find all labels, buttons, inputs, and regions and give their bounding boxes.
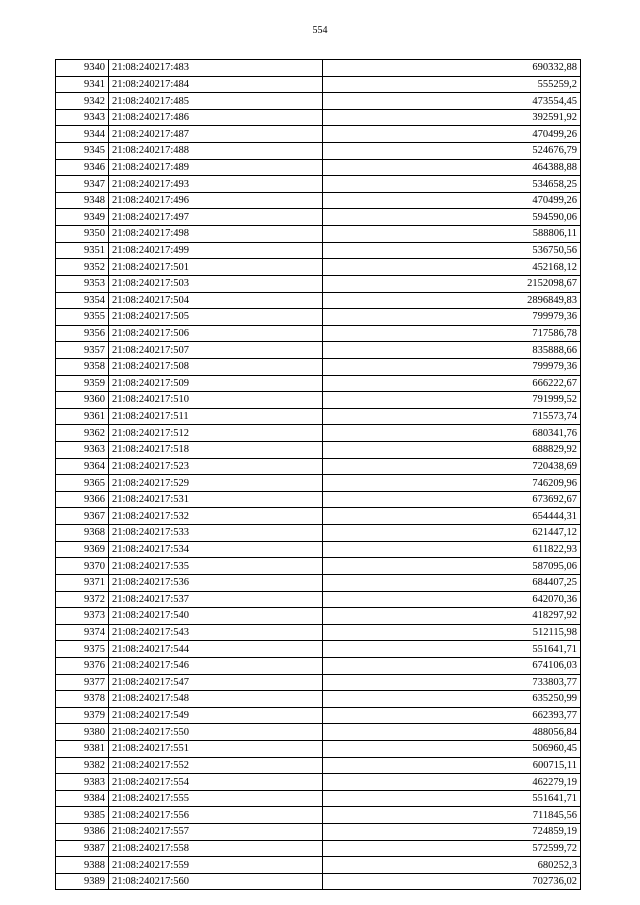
row-number-cell: 9344 xyxy=(56,126,109,143)
table-row xyxy=(56,176,581,193)
cadastral-number-cell: 21:08:240217:512 xyxy=(109,425,323,442)
row-number-cell: 9384 xyxy=(56,790,109,807)
row-number-cell: 9383 xyxy=(56,774,109,791)
cadastral-value-cell: 555259,2 xyxy=(323,76,581,93)
cadastral-number-cell: 21:08:240217:508 xyxy=(109,358,323,375)
row-number-cell: 9340 xyxy=(56,60,109,77)
cadastral-value-cell: 536750,56 xyxy=(323,242,581,259)
cadastral-number-cell: 21:08:240217:534 xyxy=(109,541,323,558)
row-number-cell: 9357 xyxy=(56,342,109,359)
cadastral-number-cell: 21:08:240217:505 xyxy=(109,309,323,326)
cadastral-number-cell: 21:08:240217:518 xyxy=(109,442,323,459)
cadastral-number-cell: 21:08:240217:486 xyxy=(109,109,323,126)
table-row xyxy=(56,491,581,508)
cadastral-value-cell: 733803,77 xyxy=(323,674,581,691)
row-number-cell: 9374 xyxy=(56,624,109,641)
cadastral-value-cell: 684407,25 xyxy=(323,574,581,591)
table-row xyxy=(56,259,581,276)
cadastral-number-cell: 21:08:240217:550 xyxy=(109,724,323,741)
row-number-cell: 9352 xyxy=(56,259,109,276)
table-row xyxy=(56,309,581,326)
cadastral-number-cell: 21:08:240217:544 xyxy=(109,641,323,658)
row-number-cell: 9380 xyxy=(56,724,109,741)
cadastral-number-cell: 21:08:240217:548 xyxy=(109,691,323,708)
cadastral-number-cell: 21:08:240217:532 xyxy=(109,508,323,525)
cadastral-number-cell: 21:08:240217:551 xyxy=(109,740,323,757)
cadastral-number-cell: 21:08:240217:483 xyxy=(109,60,323,77)
table-row xyxy=(56,840,581,857)
cadastral-number-cell: 21:08:240217:510 xyxy=(109,392,323,409)
cadastral-number-cell: 21:08:240217:537 xyxy=(109,591,323,608)
row-number-cell: 9342 xyxy=(56,93,109,110)
cadastral-value-cell: 473554,45 xyxy=(323,93,581,110)
cadastral-number-cell: 21:08:240217:507 xyxy=(109,342,323,359)
table-row xyxy=(56,325,581,342)
cadastral-value-cell: 2896849,83 xyxy=(323,292,581,309)
cadastral-value-cell: 470499,26 xyxy=(323,126,581,143)
row-number-cell: 9353 xyxy=(56,275,109,292)
table-row xyxy=(56,641,581,658)
cadastral-number-cell: 21:08:240217:536 xyxy=(109,574,323,591)
row-number-cell: 9345 xyxy=(56,143,109,160)
cadastral-value-cell: 611822,93 xyxy=(323,541,581,558)
cadastral-number-cell: 21:08:240217:503 xyxy=(109,275,323,292)
table-row xyxy=(56,458,581,475)
table-row xyxy=(56,508,581,525)
table-row xyxy=(56,757,581,774)
table-row xyxy=(56,807,581,824)
cadastral-value-cell: 711845,56 xyxy=(323,807,581,824)
cadastral-value-cell: 506960,45 xyxy=(323,740,581,757)
cadastral-value-cell: 462279,19 xyxy=(323,774,581,791)
table-row xyxy=(56,790,581,807)
cadastral-number-cell: 21:08:240217:533 xyxy=(109,525,323,542)
cadastral-value-cell: 791999,52 xyxy=(323,392,581,409)
table-row xyxy=(56,192,581,209)
row-number-cell: 9386 xyxy=(56,824,109,841)
table-row xyxy=(56,209,581,226)
row-number-cell: 9365 xyxy=(56,475,109,492)
row-number-cell: 9348 xyxy=(56,192,109,209)
cadastral-value-cell: 690332,88 xyxy=(323,60,581,77)
cadastral-number-cell: 21:08:240217:543 xyxy=(109,624,323,641)
cadastral-value-cell: 680252,3 xyxy=(323,857,581,874)
cadastral-value-table xyxy=(55,59,581,890)
cadastral-value-cell: 799979,36 xyxy=(323,309,581,326)
table-row xyxy=(56,674,581,691)
row-number-cell: 9377 xyxy=(56,674,109,691)
row-number-cell: 9369 xyxy=(56,541,109,558)
cadastral-number-cell: 21:08:240217:555 xyxy=(109,790,323,807)
cadastral-number-cell: 21:08:240217:498 xyxy=(109,226,323,243)
cadastral-value-cell: 470499,26 xyxy=(323,192,581,209)
cadastral-number-cell: 21:08:240217:487 xyxy=(109,126,323,143)
row-number-cell: 9370 xyxy=(56,558,109,575)
cadastral-value-cell: 715573,74 xyxy=(323,408,581,425)
cadastral-value-cell: 688829,92 xyxy=(323,442,581,459)
cadastral-number-cell: 21:08:240217:488 xyxy=(109,143,323,160)
row-number-cell: 9372 xyxy=(56,591,109,608)
cadastral-number-cell: 21:08:240217:523 xyxy=(109,458,323,475)
cadastral-number-cell: 21:08:240217:489 xyxy=(109,159,323,176)
cadastral-number-cell: 21:08:240217:540 xyxy=(109,608,323,625)
row-number-cell: 9381 xyxy=(56,740,109,757)
row-number-cell: 9359 xyxy=(56,375,109,392)
cadastral-number-cell: 21:08:240217:547 xyxy=(109,674,323,691)
row-number-cell: 9385 xyxy=(56,807,109,824)
table-row xyxy=(56,657,581,674)
cadastral-number-cell: 21:08:240217:511 xyxy=(109,408,323,425)
cadastral-number-cell: 21:08:240217:506 xyxy=(109,325,323,342)
cadastral-value-cell: 587095,06 xyxy=(323,558,581,575)
cadastral-value-cell: 534658,25 xyxy=(323,176,581,193)
table-row xyxy=(56,342,581,359)
table-row xyxy=(56,525,581,542)
cadastral-number-cell: 21:08:240217:484 xyxy=(109,76,323,93)
cadastral-value-cell: 635250,99 xyxy=(323,691,581,708)
row-number-cell: 9346 xyxy=(56,159,109,176)
table-row xyxy=(56,93,581,110)
cadastral-value-cell: 464388,88 xyxy=(323,159,581,176)
table-row xyxy=(56,226,581,243)
row-number-cell: 9355 xyxy=(56,309,109,326)
row-number-cell: 9379 xyxy=(56,707,109,724)
cadastral-value-cell: 642070,36 xyxy=(323,591,581,608)
cadastral-value-cell: 488056,84 xyxy=(323,724,581,741)
cadastral-number-cell: 21:08:240217:497 xyxy=(109,209,323,226)
table-row xyxy=(56,408,581,425)
cadastral-number-cell: 21:08:240217:531 xyxy=(109,491,323,508)
cadastral-value-cell: 717586,78 xyxy=(323,325,581,342)
table-row xyxy=(56,275,581,292)
cadastral-value-cell: 588806,11 xyxy=(323,226,581,243)
table-row xyxy=(56,392,581,409)
row-number-cell: 9389 xyxy=(56,873,109,890)
cadastral-number-cell: 21:08:240217:554 xyxy=(109,774,323,791)
table-row xyxy=(56,824,581,841)
cadastral-value-cell: 621447,12 xyxy=(323,525,581,542)
row-number-cell: 9351 xyxy=(56,242,109,259)
table-row xyxy=(56,774,581,791)
cadastral-number-cell: 21:08:240217:509 xyxy=(109,375,323,392)
table-row xyxy=(56,707,581,724)
cadastral-value-cell: 654444,31 xyxy=(323,508,581,525)
cadastral-number-cell: 21:08:240217:556 xyxy=(109,807,323,824)
row-number-cell: 9354 xyxy=(56,292,109,309)
cadastral-number-cell: 21:08:240217:504 xyxy=(109,292,323,309)
cadastral-value-cell: 673692,67 xyxy=(323,491,581,508)
cadastral-value-cell: 724859,19 xyxy=(323,824,581,841)
cadastral-number-cell: 21:08:240217:529 xyxy=(109,475,323,492)
row-number-cell: 9343 xyxy=(56,109,109,126)
row-number-cell: 9388 xyxy=(56,857,109,874)
table-row xyxy=(56,425,581,442)
row-number-cell: 9356 xyxy=(56,325,109,342)
cadastral-number-cell: 21:08:240217:549 xyxy=(109,707,323,724)
table-row xyxy=(56,740,581,757)
table-row xyxy=(56,60,581,77)
cadastral-value-cell: 572599,72 xyxy=(323,840,581,857)
cadastral-number-cell: 21:08:240217:499 xyxy=(109,242,323,259)
cadastral-value-cell: 666222,67 xyxy=(323,375,581,392)
table-row xyxy=(56,591,581,608)
cadastral-value-cell: 594590,06 xyxy=(323,209,581,226)
row-number-cell: 9371 xyxy=(56,574,109,591)
table-row xyxy=(56,159,581,176)
table-row xyxy=(56,873,581,890)
cadastral-value-cell: 551641,71 xyxy=(323,790,581,807)
table-body xyxy=(56,60,581,890)
table-row xyxy=(56,126,581,143)
cadastral-value-cell: 746209,96 xyxy=(323,475,581,492)
row-number-cell: 9367 xyxy=(56,508,109,525)
cadastral-value-cell: 2152098,67 xyxy=(323,275,581,292)
table-row xyxy=(56,442,581,459)
table-row xyxy=(56,608,581,625)
table-row xyxy=(56,143,581,160)
table-row xyxy=(56,76,581,93)
table-row xyxy=(56,375,581,392)
cadastral-value-cell: 418297,92 xyxy=(323,608,581,625)
table-row xyxy=(56,857,581,874)
cadastral-value-cell: 512115,98 xyxy=(323,624,581,641)
row-number-cell: 9349 xyxy=(56,209,109,226)
cadastral-value-cell: 835888,66 xyxy=(323,342,581,359)
row-number-cell: 9347 xyxy=(56,176,109,193)
cadastral-value-cell: 551641,71 xyxy=(323,641,581,658)
row-number-cell: 9360 xyxy=(56,392,109,409)
row-number-cell: 9361 xyxy=(56,408,109,425)
row-number-cell: 9358 xyxy=(56,358,109,375)
row-number-cell: 9376 xyxy=(56,657,109,674)
cadastral-value-cell: 452168,12 xyxy=(323,259,581,276)
table-row xyxy=(56,574,581,591)
table-row xyxy=(56,475,581,492)
cadastral-value-cell: 702736,02 xyxy=(323,873,581,890)
cadastral-number-cell: 21:08:240217:493 xyxy=(109,176,323,193)
table-row xyxy=(56,624,581,641)
cadastral-number-cell: 21:08:240217:558 xyxy=(109,840,323,857)
table-row xyxy=(56,691,581,708)
cadastral-number-cell: 21:08:240217:485 xyxy=(109,93,323,110)
cadastral-number-cell: 21:08:240217:560 xyxy=(109,873,323,890)
cadastral-value-cell: 799979,36 xyxy=(323,358,581,375)
cadastral-value-cell: 524676,79 xyxy=(323,143,581,160)
row-number-cell: 9373 xyxy=(56,608,109,625)
row-number-cell: 9382 xyxy=(56,757,109,774)
table-row xyxy=(56,242,581,259)
row-number-cell: 9387 xyxy=(56,840,109,857)
table-row xyxy=(56,724,581,741)
cadastral-number-cell: 21:08:240217:552 xyxy=(109,757,323,774)
table-row xyxy=(56,109,581,126)
row-number-cell: 9341 xyxy=(56,76,109,93)
row-number-cell: 9350 xyxy=(56,226,109,243)
cadastral-number-cell: 21:08:240217:496 xyxy=(109,192,323,209)
table-row xyxy=(56,292,581,309)
row-number-cell: 9368 xyxy=(56,525,109,542)
cadastral-value-cell: 720438,69 xyxy=(323,458,581,475)
row-number-cell: 9363 xyxy=(56,442,109,459)
cadastral-number-cell: 21:08:240217:557 xyxy=(109,824,323,841)
row-number-cell: 9362 xyxy=(56,425,109,442)
cadastral-number-cell: 21:08:240217:501 xyxy=(109,259,323,276)
cadastral-number-cell: 21:08:240217:535 xyxy=(109,558,323,575)
cadastral-value-cell: 680341,76 xyxy=(323,425,581,442)
table-row xyxy=(56,558,581,575)
cadastral-value-cell: 674106,03 xyxy=(323,657,581,674)
row-number-cell: 9366 xyxy=(56,491,109,508)
row-number-cell: 9378 xyxy=(56,691,109,708)
cadastral-value-cell: 662393,77 xyxy=(323,707,581,724)
table-row xyxy=(56,358,581,375)
page-number: 554 xyxy=(312,25,328,36)
cadastral-number-cell: 21:08:240217:546 xyxy=(109,657,323,674)
table-row xyxy=(56,541,581,558)
cadastral-number-cell: 21:08:240217:559 xyxy=(109,857,323,874)
cadastral-value-cell: 600715,11 xyxy=(323,757,581,774)
cadastral-value-cell: 392591,92 xyxy=(323,109,581,126)
row-number-cell: 9375 xyxy=(56,641,109,658)
row-number-cell: 9364 xyxy=(56,458,109,475)
